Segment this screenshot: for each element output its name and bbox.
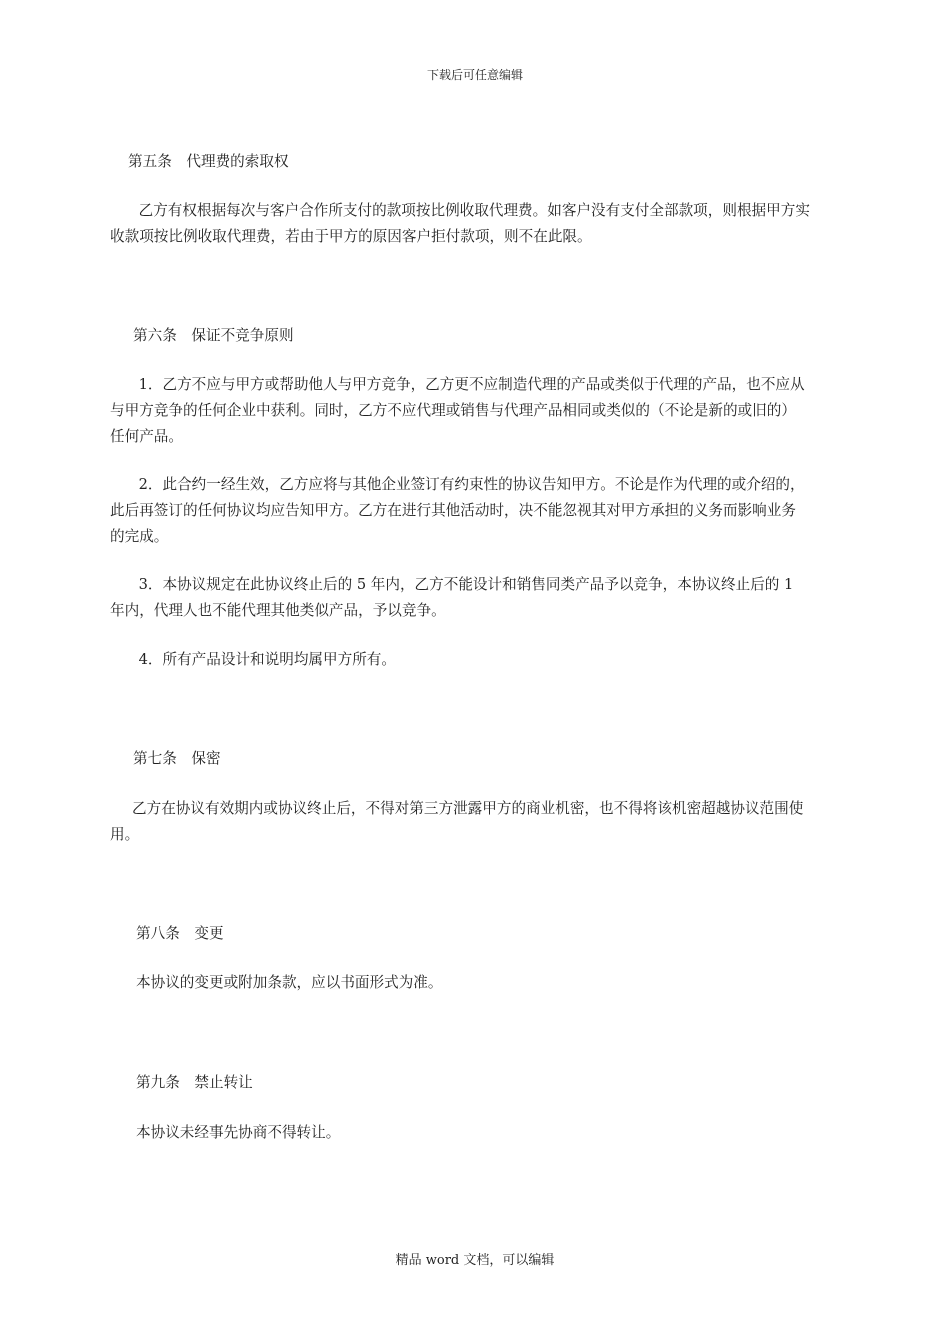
section-6-paragraph-4: 4．所有产品设计和说明均属甲方所有。 [124,651,396,668]
section-9-paragraph-1: 本协议未经事先协商不得转让。 [136,1124,341,1141]
section-5-paragraph-1: 乙方有权根据每次与客户合作所支付的款项按比例收取代理费。如客户没有支付全部款项，则根据甲方实收款项按比例收取代理费，若由于甲方的原因客户拒付款项，则不在此限。 [110,202,810,245]
section-6-title: 第六条 保证不竞争原则 [133,327,294,344]
section-9-title: 第九条 禁止转让 [136,1074,253,1091]
page-header: 下载后可任意编辑 [426,68,523,82]
section-5-title: 第五条 代理费的索取权 [128,153,289,170]
section-7-paragraph-1: 乙方在协议有效期内或协议终止后，不得对第三方泄露甲方的商业机密，也不得将该机密超越协议范围使用。 [110,800,804,843]
section-6-paragraph-1: 1．乙方不应与甲方或帮助他人与甲方竞争，乙方更不应制造代理的产品或类似于代理的产品，也不应从与甲方竞争的任何企业中获利。同时，乙方不应代理或销售与代理产品相同或类似的（不论是新的或旧的）任何产品。 [110,376,805,445]
section-8-paragraph-1: 本协议的变更或附加条款，应以书面形式为准。 [136,974,443,991]
section-7-title: 第七条 保密 [133,750,221,767]
page-footer: 精品 word 文档，可以编辑 [395,1253,555,1268]
section-6-paragraph-3: 3．本协议规定在此协议终止后的 5 年内，乙方不能设计和销售同类产品予以竞争，本协议终止后的 1 年内，代理人也不能代理其他类似产品，予以竞争。 [110,576,794,619]
section-8-title: 第八条 变更 [136,925,224,942]
section-6-paragraph-2: 2．此合约一经生效，乙方应将与其他企业签订有约束性的协议告知甲方。不论是作为代理的或介绍的，此后再签订的任何协议均应告知甲方。乙方在进行其他活动时，决不能忽视其对甲方承担的义务而影响业务的完成。 [110,476,805,545]
